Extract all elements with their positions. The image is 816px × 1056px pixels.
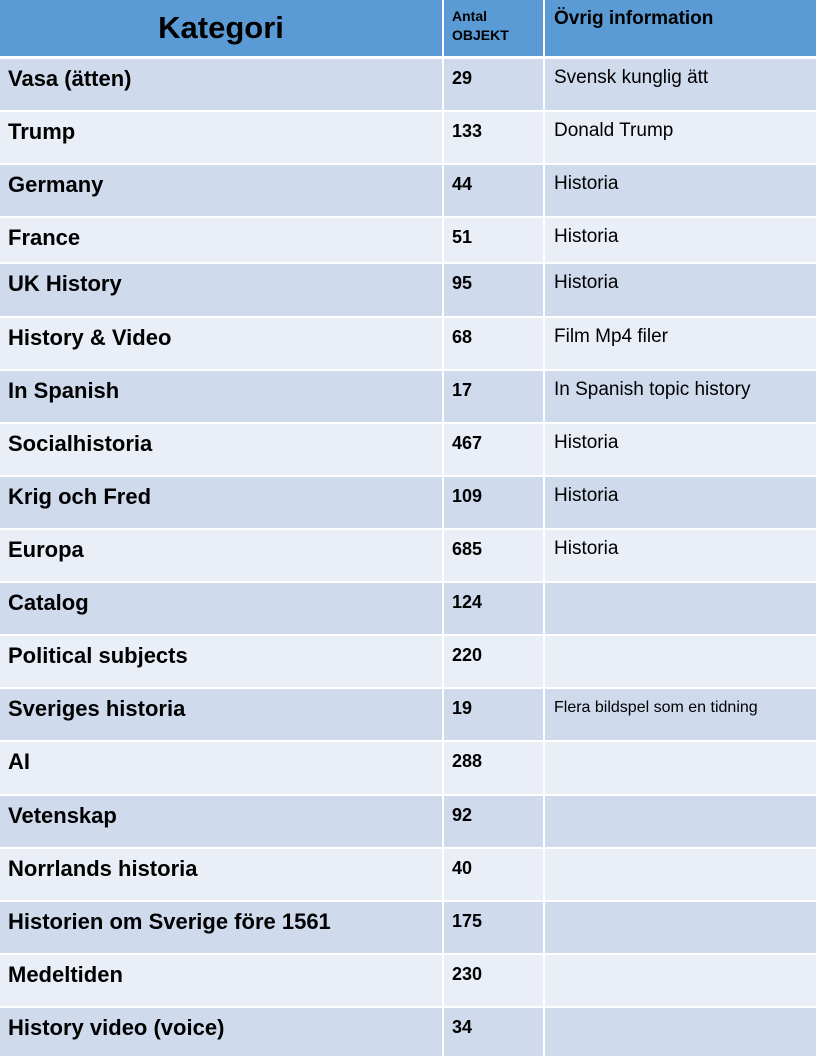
cell-kategori: Sveriges historia: [8, 696, 186, 721]
table-row: [0, 318, 816, 371]
table-row: [0, 902, 816, 955]
cell-kategori: Socialhistoria: [8, 431, 153, 456]
cell-kategori: Political subjects: [8, 643, 188, 668]
table-row: [0, 796, 816, 849]
cell-antal: 175: [452, 911, 483, 931]
table-row: [0, 689, 816, 742]
cell-antal: 44: [452, 174, 473, 194]
table-row: [0, 218, 816, 264]
cell-kategori: Germany: [8, 172, 104, 197]
cell-kategori: Catalog: [8, 590, 89, 615]
cell-info: [554, 796, 814, 847]
table-header: [0, 0, 816, 59]
cell-antal: 133: [452, 121, 483, 141]
header-antal: [444, 0, 543, 56]
table-row: [0, 1008, 816, 1056]
cell-kategori: UK History: [8, 271, 122, 296]
cell-info: Historia: [554, 226, 619, 247]
header-kategori: Kategori: [158, 10, 284, 45]
cell-antal: 17: [452, 380, 473, 400]
cell-kategori: Vasa (ätten): [8, 66, 132, 91]
header-antal-line1: Antal: [452, 8, 487, 24]
cell-kategori: Medeltiden: [8, 962, 123, 987]
cell-antal: 68: [452, 327, 473, 347]
table-row: [0, 530, 816, 583]
cell-antal: 19: [452, 698, 473, 718]
cell-info: Flera bildspel som en tidning: [554, 699, 758, 716]
cell-antal: 29: [452, 68, 473, 88]
cell-antal: 92: [452, 805, 473, 825]
cell-kategori: History video (voice): [8, 1015, 225, 1040]
cell-info: [554, 902, 814, 953]
cell-info: [554, 1008, 814, 1056]
cell-info: [554, 955, 814, 1006]
cell-info: In Spanish topic history: [554, 379, 751, 400]
cell-info: Donald Trump: [554, 120, 674, 141]
cell-antal: 220: [452, 645, 483, 665]
cell-info: Historia: [554, 485, 619, 506]
cell-info: Historia: [554, 173, 619, 194]
cell-antal: 124: [452, 592, 483, 612]
table-row: [0, 636, 816, 689]
table-row: [0, 424, 816, 477]
cell-kategori: In Spanish: [8, 378, 120, 403]
cell-info: [554, 849, 814, 900]
cell-info: Svensk kunglig ätt: [554, 67, 709, 88]
table-row: [0, 165, 816, 218]
cell-kategori: Europa: [8, 537, 84, 562]
cell-kategori: Historien om Sverige före 1561: [8, 909, 331, 934]
column-divider: [442, 0, 444, 1056]
cell-antal: 230: [452, 964, 483, 984]
header-antal-line2: OBJEKT: [452, 27, 509, 43]
cell-antal: 51: [452, 227, 473, 247]
header-ovrig: Övrig information: [554, 8, 714, 29]
cell-kategori: Norrlands historia: [8, 856, 198, 881]
cell-info: Historia: [554, 432, 619, 453]
cell-kategori: Trump: [8, 119, 76, 144]
table-row: [0, 59, 816, 112]
cell-antal: 40: [452, 858, 473, 878]
cell-antal: 95: [452, 273, 473, 293]
table-row: [0, 849, 816, 902]
cell-kategori: AI: [8, 749, 30, 774]
table-row: [0, 477, 816, 530]
cell-info: [554, 742, 814, 794]
cell-antal: 467: [452, 433, 483, 453]
cell-antal: 109: [452, 486, 483, 506]
table-row: [0, 955, 816, 1008]
table-row: [0, 583, 816, 636]
cell-info: [554, 583, 814, 634]
cell-kategori: History & Video: [8, 325, 172, 350]
table-row: [0, 112, 816, 165]
cell-antal: 34: [452, 1017, 473, 1037]
column-divider: [543, 0, 545, 1056]
cell-kategori: Krig och Fred: [8, 484, 152, 509]
cell-info: Historia: [554, 538, 619, 559]
cell-antal: 685: [452, 539, 483, 559]
cell-kategori: Vetenskap: [8, 803, 117, 828]
cell-info: Historia: [554, 272, 619, 293]
table-row: [0, 742, 816, 796]
cell-antal: 288: [452, 751, 483, 771]
cell-info: Film Mp4 filer: [554, 326, 669, 347]
table-row: [0, 371, 816, 424]
cell-info: [554, 636, 814, 687]
table-row: [0, 264, 816, 318]
cell-kategori: France: [8, 225, 81, 250]
